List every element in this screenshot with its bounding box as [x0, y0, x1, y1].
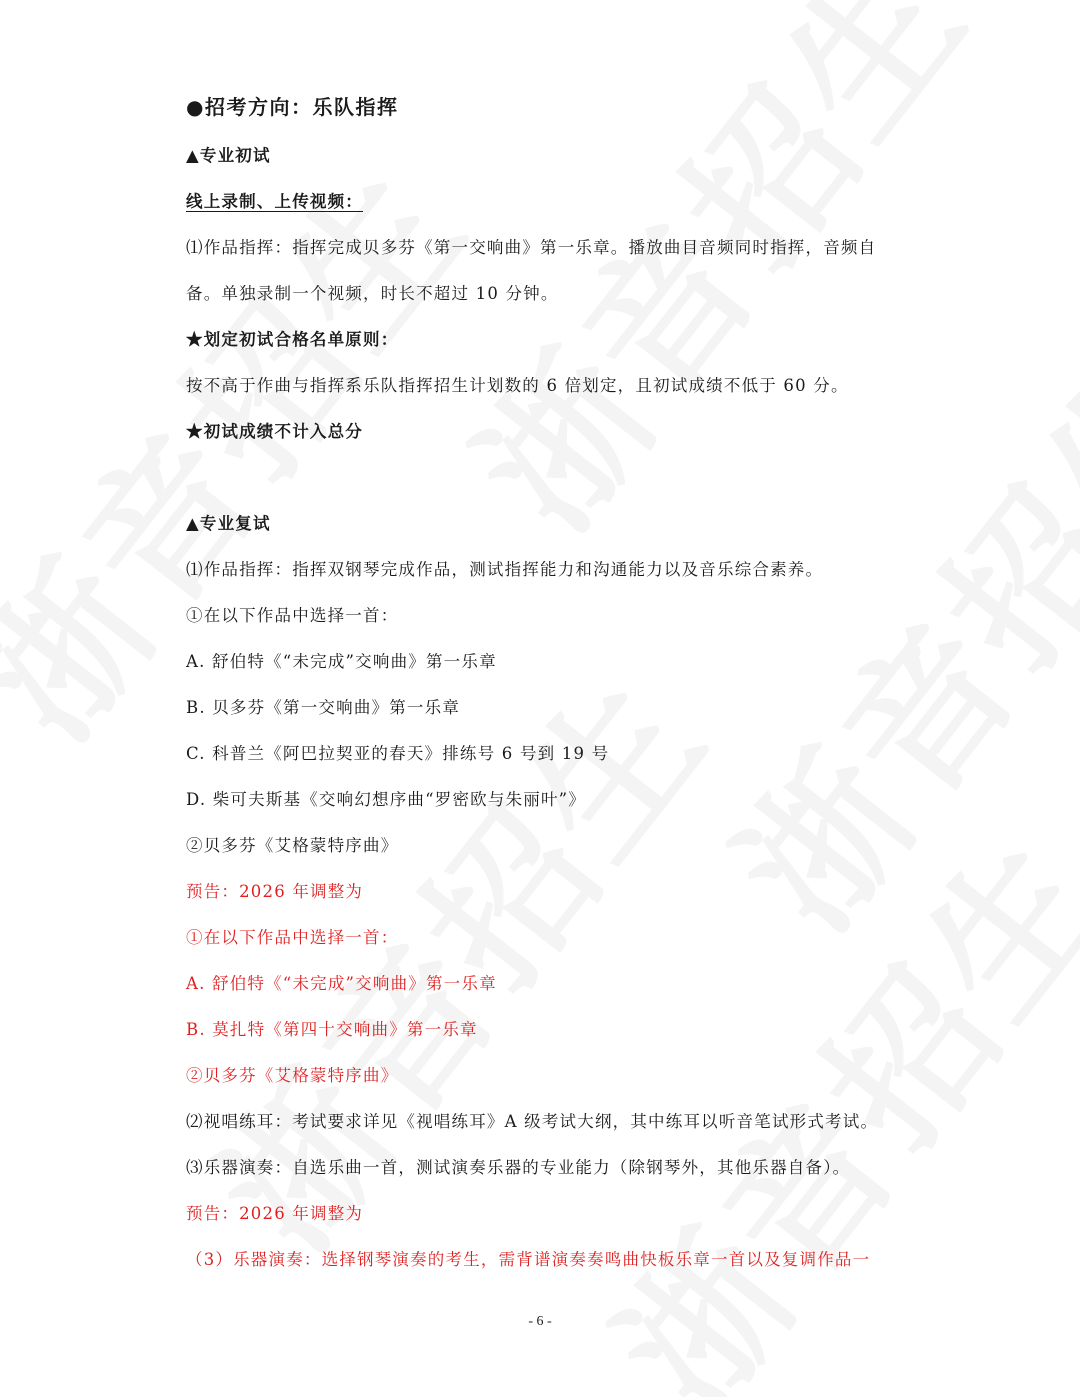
list-item: C. 科普兰《阿巴拉契亚的春天》排练号 6 号到 19 号: [186, 744, 610, 763]
subsection-title: ▲专业复试: [186, 514, 271, 533]
section-heading: ●招考方向：乐队指挥: [186, 95, 399, 119]
notice-list-item: B. 莫扎特《第四十交响曲》第一乐章: [186, 1020, 478, 1039]
notice-heading: 预告：2026 年调整为: [186, 882, 364, 901]
paragraph: ⑵视唱练耳：考试要求详见《视唱练耳》A 级考试大纲，其中练耳以听音笔试形式考试。: [186, 1112, 879, 1131]
paragraph: ⑶乐器演奏：自选乐曲一首，测试演奏乐器的专业能力（除钢琴外，其他乐器自备）。: [186, 1158, 851, 1177]
rule-heading: ★初试成绩不计入总分: [186, 422, 363, 441]
list-item: B. 贝多芬《第一交响曲》第一乐章: [186, 698, 461, 717]
rule-heading: ★划定初试合格名单原则：: [186, 330, 399, 349]
list-item: ②贝多芬《艾格蒙特序曲》: [186, 836, 399, 855]
paragraph: 按不高于作曲与指挥系乐队指挥招生计划数的 6 倍划定，且初试成绩不低于 60 分。: [186, 376, 849, 395]
notice-list-item: A. 舒伯特《“未完成”交响曲》第一乐章: [186, 974, 497, 993]
paragraph: ⑴作品指挥：指挥双钢琴完成作品，测试指挥能力和沟通能力以及音乐综合素养。: [186, 560, 824, 579]
list-item: A. 舒伯特《“未完成”交响曲》第一乐章: [186, 652, 497, 671]
notice-list-item: ②贝多芬《艾格蒙特序曲》: [186, 1066, 399, 1085]
notice-list-intro: ①在以下作品中选择一首：: [186, 928, 399, 947]
subsection-title: ▲专业初试: [186, 146, 271, 165]
list-item: D. 柴可夫斯基《交响幻想序曲“罗密欧与朱丽叶”》: [186, 790, 587, 809]
list-intro: ①在以下作品中选择一首：: [186, 606, 399, 625]
online-upload-label: 线上录制、上传视频：: [186, 192, 363, 211]
page-number: - 6 -: [528, 1314, 552, 1329]
paragraph: ⑴作品指挥：指挥完成贝多芬《第一交响曲》第一乐章。播放曲目音频同时指挥，音频自: [186, 238, 877, 257]
notice-paragraph: （3）乐器演奏：选择钢琴演奏的考生，需背谱演奏奏鸣曲快板乐章一首以及复调作品一: [186, 1250, 871, 1269]
paragraph: 备。单独录制一个视频，时长不超过 10 分钟。: [186, 284, 559, 303]
notice-heading: 预告：2026 年调整为: [186, 1204, 364, 1223]
